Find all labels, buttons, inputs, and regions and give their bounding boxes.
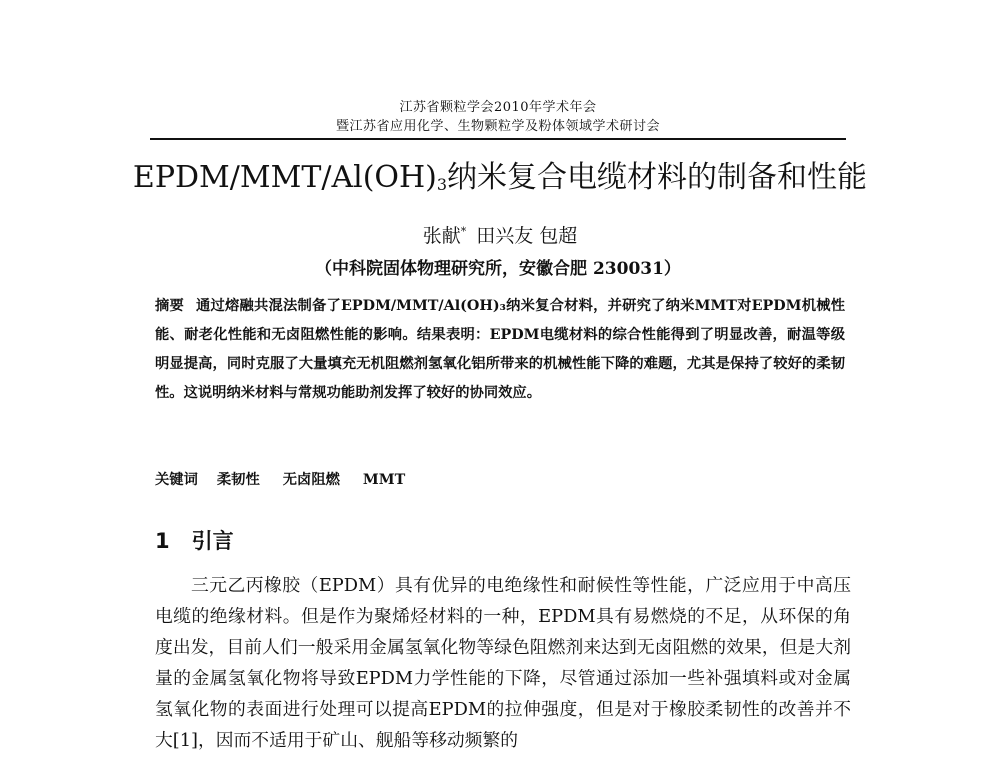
section-number: 1 (155, 529, 170, 553)
keyword: MMT (362, 472, 406, 488)
paper-title (100, 156, 900, 207)
introduction-paragraph: 三元乙丙橡胶（EPDM）具有优异的电绝缘性和耐候性等性能，广泛应用于中高压电缆的绝缘材料。但是作为聚烯烃材料的一种，EPDM具有易燃烧的不足，从环保的角度出发，目前人们一般采用金属氢氧化物等绿色阻燃剂来达到无卤阻燃的效果，但是大剂量的金属氢氧化物将导致EPDM力学性能的下降，尽管通过添加一些补强填料或对金属氢氧化物的表面进行处理可以提高EPDM的拉伸强度，但是对于橡胶柔韧性的改善并不大[1]，因而不适用于矿山、舰船等移动频繁的 (155, 575, 851, 751)
affiliation: （中科院固体物理研究所，安徽合肥 230031） (315, 259, 681, 279)
title-main: EPDM/MMT/Al(OH) (132, 160, 437, 195)
author-line (200, 218, 800, 250)
keyword: 柔韧性 (216, 472, 260, 488)
keyword: 无卤阻燃 (282, 472, 340, 488)
title-subscript: 3 (436, 175, 448, 194)
keywords (155, 466, 845, 494)
keywords-label: 关键词 (155, 472, 198, 488)
title-rest: 纳米复合电缆材料的制备和性能 (447, 160, 868, 195)
abstract-label: 摘要 (155, 298, 185, 314)
abstract (155, 292, 845, 408)
section-title: 引言 (191, 529, 234, 553)
conference-header-line-1: 江苏省颗粒学会2010年学术年会 (399, 100, 597, 115)
conference-header (150, 98, 846, 136)
author-rest: 田兴友 包超 (476, 225, 578, 247)
conference-header-line-2: 暨江苏省应用化学、生物颗粒学及粉体领域学术研讨会 (335, 119, 660, 134)
header-divider (150, 138, 846, 140)
abstract-text: 通过熔融共混法制备了EPDM/MMT/Al(OH)₃纳米复合材料，并研究了纳米MMT对EPDM机械性能、耐老化性能和无卤阻燃性能的影响。结果表明：EPDM电缆材料的综合性能得到了明显改善，耐温等级明显提高，同时克服了大量填充无机阻燃剂氢氧化铝所带来的机械性能下降的难题，尤其是保持了较好的柔韧性。这说明纳米材料与常规功能助剂发挥了较好的协同效应。 (155, 298, 846, 401)
corresponding-author-mark: * (460, 225, 467, 238)
section-heading-introduction (155, 526, 845, 556)
author-first: 张献 (422, 225, 461, 247)
